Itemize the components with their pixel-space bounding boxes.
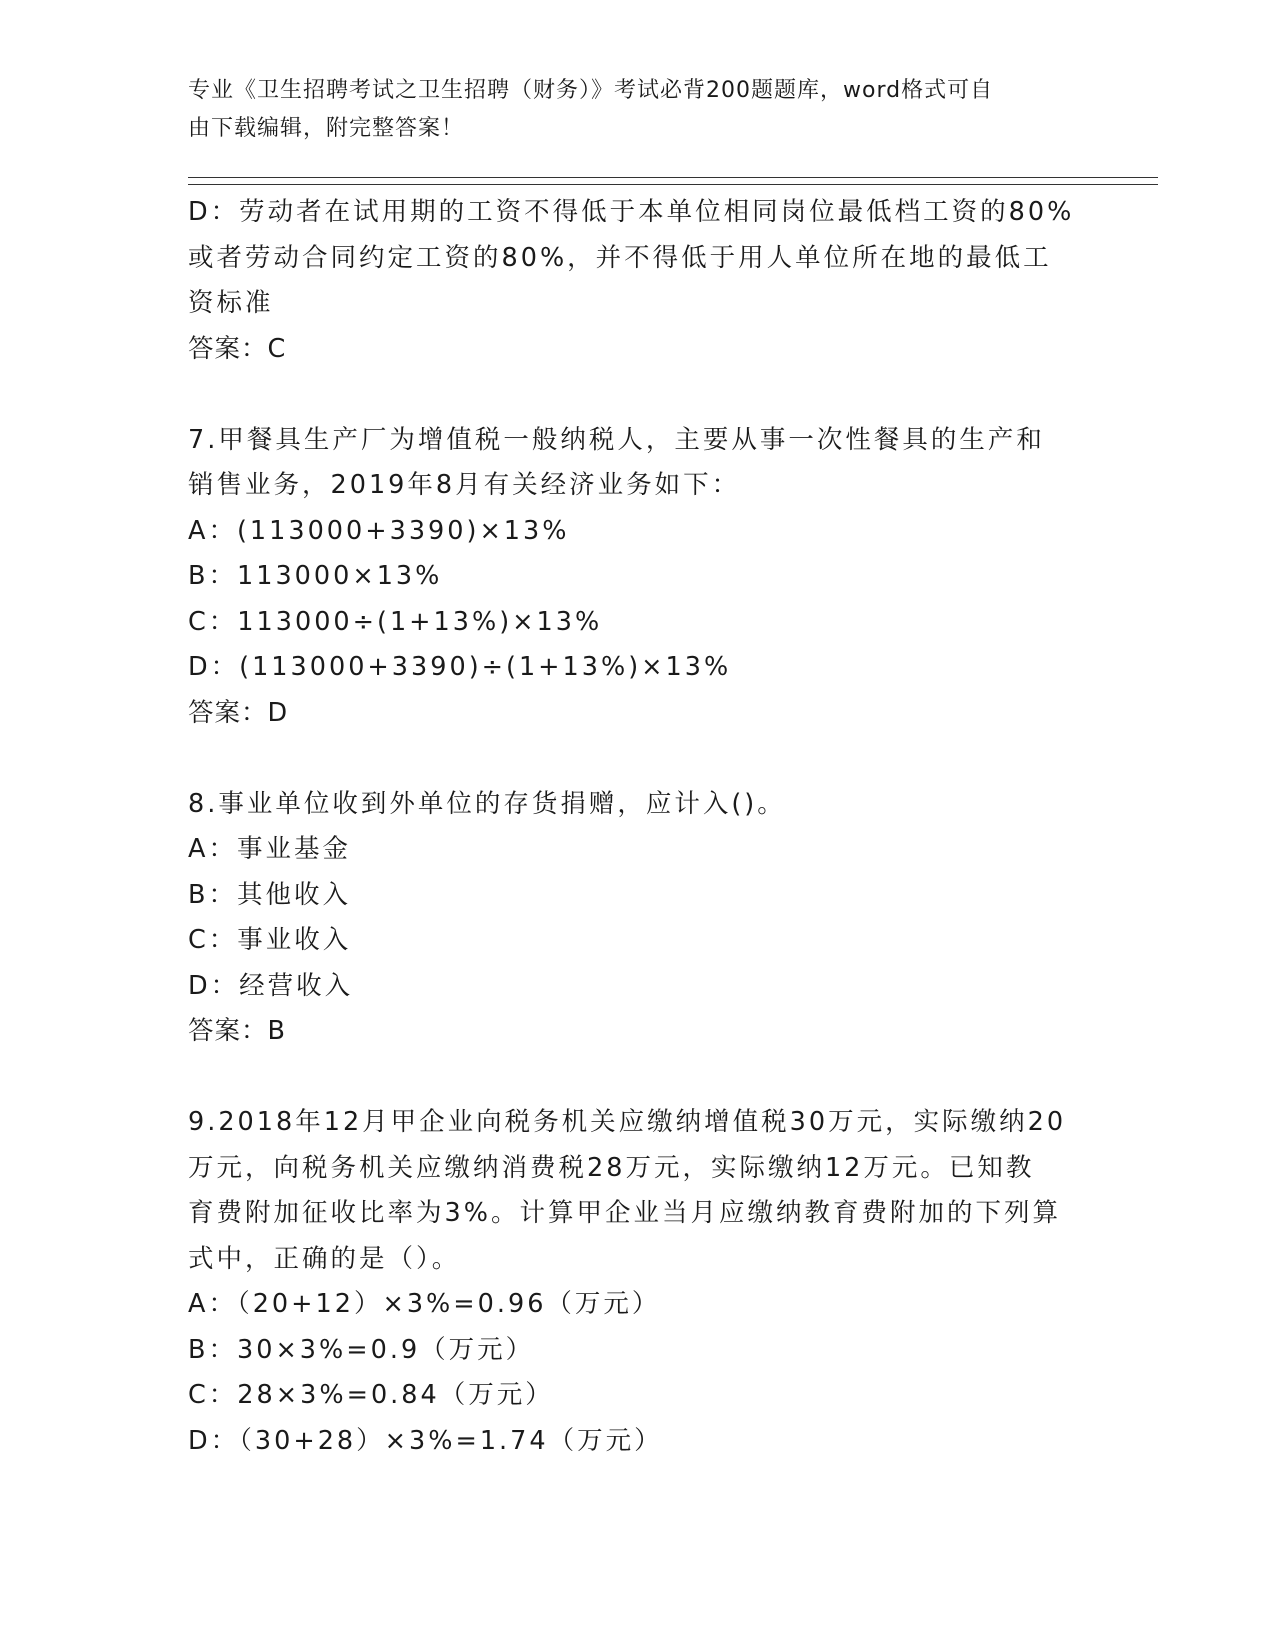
option-a: A：(113000+3390)×13% bbox=[188, 515, 570, 546]
option-d-line-3: 资标准 bbox=[188, 288, 274, 318]
option-d-line-2: 或者劳动合同约定工资的80%，并不得低于用人单位所在地的最低工 bbox=[188, 242, 1052, 273]
spacer bbox=[188, 736, 1088, 782]
spacer bbox=[188, 1055, 1088, 1101]
option-b: B：其他收入 bbox=[188, 879, 351, 910]
question-9 bbox=[188, 1100, 1088, 1464]
question-stem-line: 8.事业单位收到外单位的存货捐赠，应计入()。 bbox=[188, 788, 786, 819]
question-stem-line: 7.甲餐具生产厂为增值税一般纳税人，主要从事一次性餐具的生产和 bbox=[188, 424, 1045, 455]
header-line-2: 由下载编辑，附完整答案！ bbox=[188, 116, 465, 141]
option-c: C：113000÷(1+13%)×13% bbox=[188, 606, 603, 637]
option-a: A：（20+12）×3%=0.96（万元） bbox=[188, 1289, 661, 1319]
prev-question bbox=[188, 190, 1088, 372]
question-7 bbox=[188, 418, 1088, 737]
answer-label: 答案：D bbox=[188, 697, 289, 728]
option-c: C：28×3%=0.84（万元） bbox=[188, 1380, 554, 1410]
question-stem-line: 育费附加征收比率为3%。计算甲企业当月应缴纳教育费附加的下列算 bbox=[188, 1198, 1061, 1228]
question-stem-line: 销售业务，2019年8月有关经济业务如下： bbox=[188, 470, 741, 500]
header-line-1: 专业《卫生招聘考试之卫生招聘（财务）》考试必背200题题库，word格式可自 bbox=[188, 78, 994, 103]
option-d: D：经营收入 bbox=[188, 970, 354, 1001]
option-d-line-1: D：劳动者在试用期的工资不得低于本单位相同岗位最低档工资的80% bbox=[188, 197, 1075, 227]
document-header bbox=[188, 72, 1068, 148]
question-stem-line: 式中，正确的是（）。 bbox=[188, 1243, 461, 1274]
option-a: A：事业基金 bbox=[188, 834, 351, 864]
option-b: B：30×3%=0.9（万元） bbox=[188, 1334, 535, 1365]
question-8 bbox=[188, 782, 1088, 1055]
answer-label: 答案：C bbox=[188, 333, 287, 364]
answer-label: 答案：B bbox=[188, 1016, 286, 1046]
option-b: B：113000×13% bbox=[188, 561, 443, 591]
question-stem-line: 万元，向税务机关应缴纳消费税28万元，实际缴纳12万元。已知教 bbox=[188, 1152, 1035, 1183]
question-content bbox=[188, 190, 1088, 1464]
header-divider-bottom bbox=[188, 184, 1158, 185]
option-d: D：（30+28）×3%=1.74（万元） bbox=[188, 1425, 663, 1456]
question-stem-line: 9.2018年12月甲企业向税务机关应缴纳增值税30万元，实际缴纳20 bbox=[188, 1107, 1067, 1137]
option-c: C：事业收入 bbox=[188, 925, 352, 955]
option-d: D：(113000+3390)÷(1+13%)×13% bbox=[188, 652, 732, 682]
spacer bbox=[188, 372, 1088, 418]
header-divider-top bbox=[188, 177, 1158, 178]
